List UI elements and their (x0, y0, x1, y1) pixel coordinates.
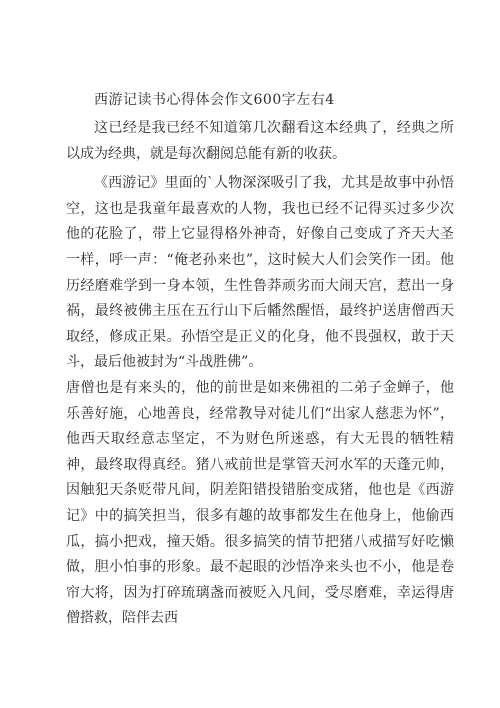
document-body (66, 116, 454, 632)
paragraph-2: 《西游记》里面的`人物深深吸引了我，尤其是故事中孙悟空，这也是我童年最喜欢的人物，我也已经不记得买过多少次他的花脸了，带上它显得格外神奇，好像自己变成了齐天大圣一样，呼一声：“俺老孙来也”，这时候大人们会笑作一团。他历经磨难学到一身本领，生性鲁莽顽劣而大闹天宫，惹出一身祸，最终被佛主压在五行山下后幡然醒悟，最终护送唐僧西天取经，修成正果。孙悟空是正义的化身，他不畏强权，敢于天斗，最后他被封为“斗战胜佛”。 (66, 175, 454, 371)
document-title: 西游记读书心得体会作文600字左右4 (94, 92, 335, 108)
paragraph-1: 这已经是我已经不知道第几次翻看这本经典了，经典之所以成为经典，就是每次翻阅总能有新的收获。 (66, 120, 454, 162)
paragraph-3: 唐僧也是有来头的，他的前世是如来佛祖的二弟子金蝉子，他乐善好施，心地善良，经常教导对徒儿们“出家人慈悲为怀”，他西天取经意志坚定，不为财色所迷惑，有大无畏的牺牲精神，最终取得真经。猪八戒前世是掌管天河水军的天蓬元帅，因触犯天条贬带凡间，阴差阳错投错胎变成猪，他也是《西游记》中的搞笑担当，很多有趣的故事都发生在他身上，他偷西瓜，搞小把戏，撞天婚。很多搞笑的情节把猪八戒描写好吃懒做，胆小怕事的形象。最不起眼的沙悟净来头也不小，他是卷帘大将，因为打碎琉璃盏而被贬入凡间，受尽磨难，幸运得唐僧搭救，陪伴去西 (66, 379, 454, 627)
